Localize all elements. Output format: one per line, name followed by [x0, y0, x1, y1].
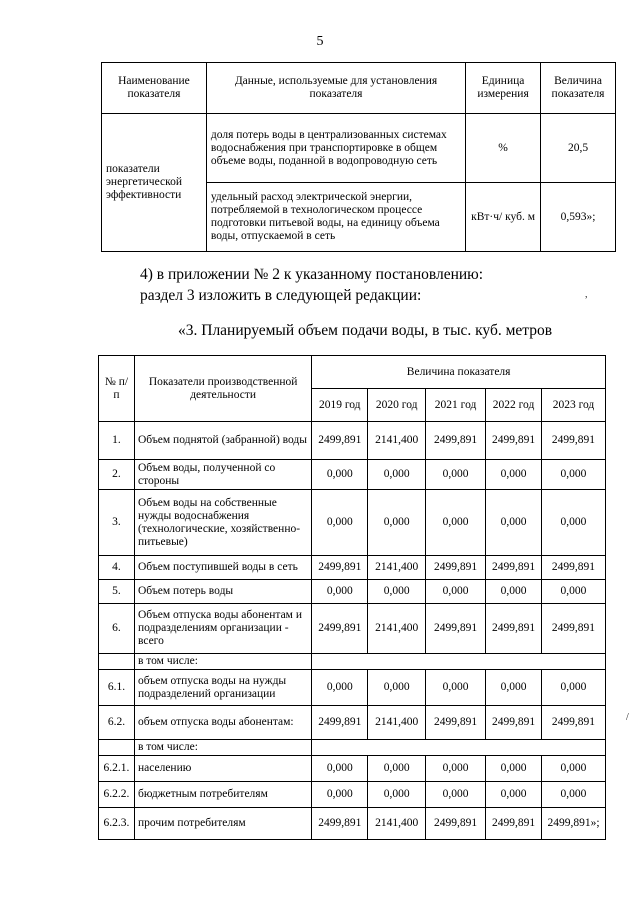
header-number: № п/п: [99, 356, 135, 422]
header-data-used: Данные, используемые для установления показателя: [206, 63, 465, 114]
including-label: в том числе:: [134, 740, 311, 756]
row-value: 0,000: [368, 670, 426, 706]
table-row: [99, 460, 606, 490]
header-unit: Единица измерения: [466, 63, 541, 114]
row-value: 0,000: [368, 756, 426, 782]
row-number: 6.2.3.: [99, 808, 135, 840]
row-number: 5.: [99, 580, 135, 604]
row-value: 0,000: [426, 756, 486, 782]
row-value: 2499,891: [541, 556, 605, 580]
year-2019: 2019 год: [312, 389, 368, 422]
row-value: 0,000: [312, 580, 368, 604]
row-value: 0,000: [312, 782, 368, 808]
row-value: 0,000: [426, 670, 486, 706]
row-value: 0,000: [541, 490, 605, 556]
row-value: 0,000: [486, 460, 542, 490]
row-value: 2499,891: [541, 706, 605, 740]
table-row: [99, 782, 606, 808]
row-value: 2499,891: [312, 604, 368, 654]
row-number: 2.: [99, 460, 135, 490]
row-value: 2141,400: [368, 422, 426, 460]
row-name: объем отпуска воды на нужды подразделений организации: [134, 670, 311, 706]
including-label: в том числе:: [134, 654, 311, 670]
row-value: 0,000: [486, 490, 542, 556]
row-number: 4.: [99, 556, 135, 580]
row-unit: %: [466, 114, 541, 183]
table-row: [99, 756, 606, 782]
row-value: 2499,891: [426, 706, 486, 740]
row-value: 0,000: [426, 490, 486, 556]
header-indicator-name: Наименование показателя: [102, 63, 207, 114]
row-unit: кВт·ч/ куб. м: [466, 183, 541, 252]
table-header-row: [102, 63, 616, 114]
row-number: 6.2.1.: [99, 756, 135, 782]
table-row: [99, 670, 606, 706]
row-value: 0,000: [486, 782, 542, 808]
table-row: [99, 490, 606, 556]
header-indicators: Показатели производственной деятельности: [134, 356, 311, 422]
row-value: 0,000: [312, 670, 368, 706]
group-label: показатели энергетической эффективности: [102, 114, 207, 252]
row-value: 2141,400: [368, 556, 426, 580]
paragraph-line-1: 4) в приложении № 2 к указанному постановлению:: [140, 266, 484, 283]
year-2020: 2020 год: [368, 389, 426, 422]
row-value: 0,000: [368, 782, 426, 808]
row-value: 0,000: [541, 756, 605, 782]
row-value: 20,5: [541, 114, 616, 183]
row-value: 0,000: [541, 460, 605, 490]
row-number: 1.: [99, 422, 135, 460]
row-name: Объем поступившей воды в сеть: [134, 556, 311, 580]
table-row: [99, 422, 606, 460]
row-value: 2499,891: [541, 604, 605, 654]
paragraph-line-2: раздел 3 изложить в следующей редакции:: [140, 287, 422, 304]
row-value: 0,000: [541, 670, 605, 706]
page-number: 5: [316, 34, 324, 49]
table-row-including: [99, 654, 606, 670]
row-value: 2499,891: [426, 422, 486, 460]
row-value: 2499,891: [312, 706, 368, 740]
row-value: 2141,400: [368, 604, 426, 654]
row-value: 2499,891: [312, 808, 368, 840]
row-value: 0,000: [426, 460, 486, 490]
table-row: [99, 808, 606, 840]
row-value: 0,000: [486, 670, 542, 706]
table-row: [99, 580, 606, 604]
row-value: 2499,891: [312, 422, 368, 460]
header-value: Величина показателя: [312, 356, 606, 389]
row-value: 2499,891: [426, 556, 486, 580]
row-value: 0,593»;: [541, 183, 616, 252]
row-value: 2499,891: [486, 556, 542, 580]
row-value: 2499,891: [312, 556, 368, 580]
row-number: 3.: [99, 490, 135, 556]
table-row-including: [99, 740, 606, 756]
year-2021: 2021 год: [426, 389, 486, 422]
row-value: 0,000: [312, 460, 368, 490]
row-number: 6.2.2.: [99, 782, 135, 808]
section-title: «3. Планируемый объем подачи воды, в тыс. куб. метров: [178, 322, 553, 339]
table-row: [99, 556, 606, 580]
row-value: 2499,891: [541, 422, 605, 460]
row-name: бюджетным потребителям: [134, 782, 311, 808]
header-value: Величина показателя: [541, 63, 616, 114]
year-2022: 2022 год: [486, 389, 542, 422]
row-name: Объем воды, полученной со стороны: [134, 460, 311, 490]
row-value: 0,000: [368, 580, 426, 604]
scan-speck: /: [626, 712, 629, 723]
row-name: объем отпуска воды абонентам:: [134, 706, 311, 740]
row-number: 6.1.: [99, 670, 135, 706]
row-value: 0,000: [368, 460, 426, 490]
table-header-row: [99, 356, 606, 389]
row-name: Объем потерь воды: [134, 580, 311, 604]
row-name: Объем поднятой (забранной) воды: [134, 422, 311, 460]
row-name: Объем отпуска воды абонентам и подразделениям организации - всего: [134, 604, 311, 654]
table-row: [99, 706, 606, 740]
row-value: 2499,891: [486, 604, 542, 654]
row-value: 2499,891»;: [541, 808, 605, 840]
row-description: доля потерь воды в централизованных системах водоснабжения при транспортировке в общем объеме воды, поданной в водопроводную сеть: [206, 114, 465, 183]
row-value: 2499,891: [426, 604, 486, 654]
water-supply-table: [98, 355, 606, 840]
row-value: 0,000: [426, 782, 486, 808]
row-value: 2141,400: [368, 808, 426, 840]
row-value: 0,000: [312, 490, 368, 556]
row-name: Объем воды на собственные нужды водоснабжения (технологические, хозяйственно-питьевые): [134, 490, 311, 556]
row-name: прочим потребителям: [134, 808, 311, 840]
row-value: 0,000: [541, 580, 605, 604]
row-value: 2499,891: [426, 808, 486, 840]
row-value: 0,000: [541, 782, 605, 808]
energy-efficiency-table: [101, 62, 616, 252]
row-value: 2499,891: [486, 706, 542, 740]
row-value: 2141,400: [368, 706, 426, 740]
row-value: 0,000: [368, 490, 426, 556]
row-value: 0,000: [486, 580, 542, 604]
table-row: [99, 604, 606, 654]
row-value: 0,000: [312, 756, 368, 782]
year-2023: 2023 год: [541, 389, 605, 422]
row-number: 6.: [99, 604, 135, 654]
row-value: 0,000: [426, 580, 486, 604]
table-row: [102, 114, 616, 183]
row-number: 6.2.: [99, 706, 135, 740]
row-value: 0,000: [486, 756, 542, 782]
row-value: 2499,891: [486, 808, 542, 840]
row-value: 2499,891: [486, 422, 542, 460]
scan-speck: ,: [585, 289, 588, 300]
row-description: удельный расход электрической энергии, потребляемой в технологическом процессе подготовки питьевой воды, на единицу объема воды, отпускаемой в сеть: [206, 183, 465, 252]
row-name: населению: [134, 756, 311, 782]
